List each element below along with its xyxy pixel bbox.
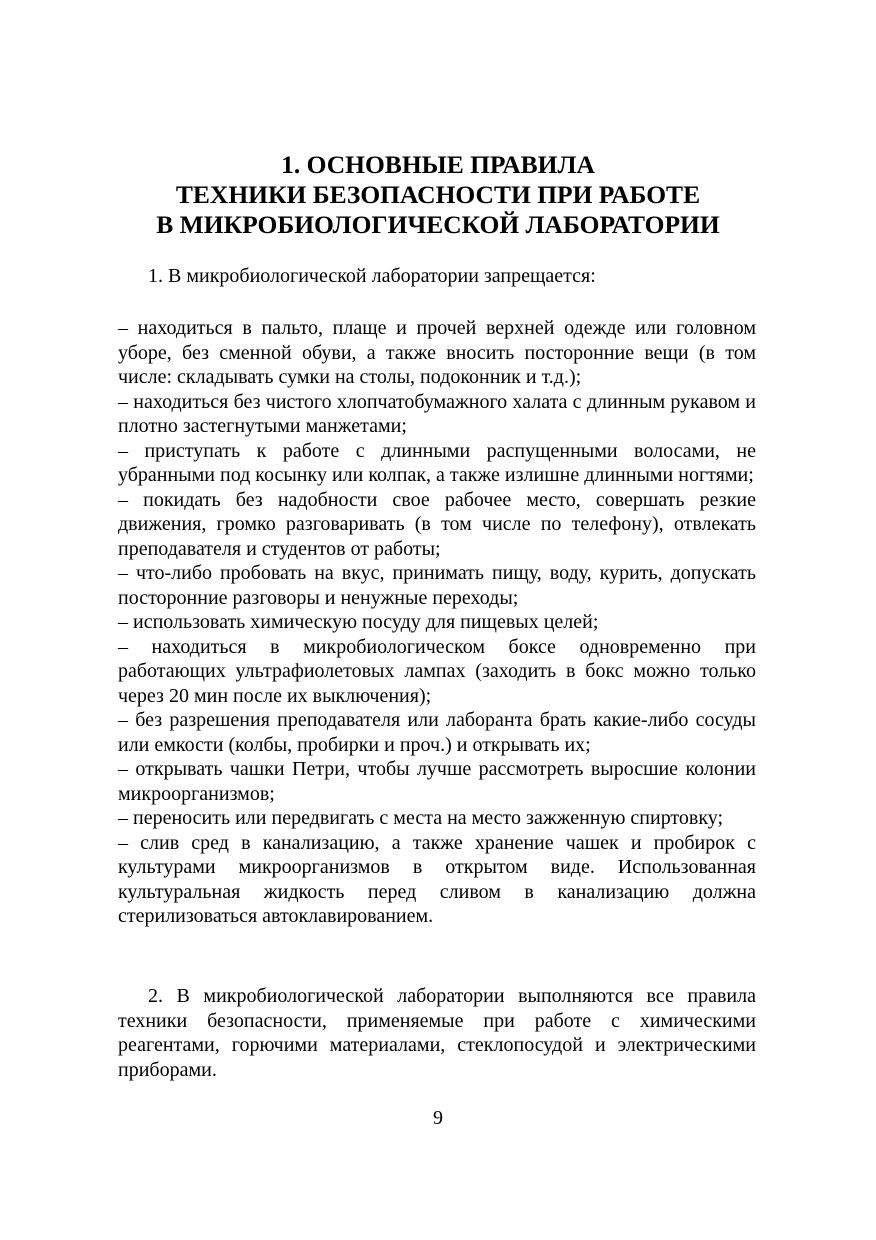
- list-item: – находиться в микробиологическом боксе одновременно при работающих ультрафиолетовых лампах (заходить в бокс можно только через 20 мин после их выключения);: [118, 635, 756, 707]
- list-item: – находиться без чистого хлопчатобумажного халата с длинным рукавом и плотно застегнутыми манжетами;: [118, 390, 756, 437]
- heading-line-2: ТЕХНИКИ БЕЗОПАСНОСТИ ПРИ РАБОТЕ: [175, 180, 701, 209]
- list-item: – находиться в пальто, плаще и прочей верхней одежде или головном уборе, без сменной обуви, а также вносить посторонние вещи (в том числе: складывать сумки на столы, подоконник и т.д.);: [118, 317, 756, 388]
- heading-line-3: В МИКРОБИОЛОГИЧЕСКОЙ ЛАБОРАТОРИИ: [156, 210, 720, 239]
- list-item: – слив сред в канализацию, а также хранение чашек и пробирок с культурами микроорганизмов в открытом виде. Использованная культуральная жидкость перед сливом в канализацию должна стерилизоваться автоклавированием.: [118, 831, 756, 927]
- section-heading: [0, 150, 876, 240]
- list-item: – что-либо пробовать на вкус, принимать пищу, воду, курить, допускать посторонние разговоры и ненужные переходы;: [118, 562, 756, 609]
- list-item: – без разрешения преподавателя или лаборанта брать какие-либо сосуды или емкости (колбы, пробирки и проч.) и открывать их;: [118, 709, 756, 756]
- list-item: – переносить или передвигать с места на место зажженную спиртовку;: [118, 807, 724, 829]
- list-item: – покидать без надобности свое рабочее место, совершать резкие движения, громко разговаривать (в том числе по телефону), отвлекать преподавателя и студентов от работы;: [118, 488, 756, 560]
- paragraph-2: 2. В микробиологической лаборатории выполняются все правила техники безопасности, применяемые при работе с химическими реагентами, горючими материалами, стеклопосудой и электрическими приборами.: [118, 985, 756, 1081]
- rules-intro: 1. В микробиологической лаборатории запрещается:: [148, 265, 596, 287]
- list-item: – использовать химическую посуду для пищевых целей;: [118, 611, 599, 633]
- heading-line-1: 1. ОСНОВНЫЕ ПРАВИЛА: [281, 150, 595, 179]
- list-item: – открывать чашки Петри, чтобы лучше рассмотреть выросшие колонии микроорганизмов;: [118, 758, 756, 805]
- list-item: – приступать к работе с длинными распущенными волосами, не убранными под косынку или колпак, а также излишне длинными ногтями;: [118, 439, 756, 486]
- prohibited-list: [118, 316, 756, 929]
- page-number: 9: [433, 1107, 443, 1129]
